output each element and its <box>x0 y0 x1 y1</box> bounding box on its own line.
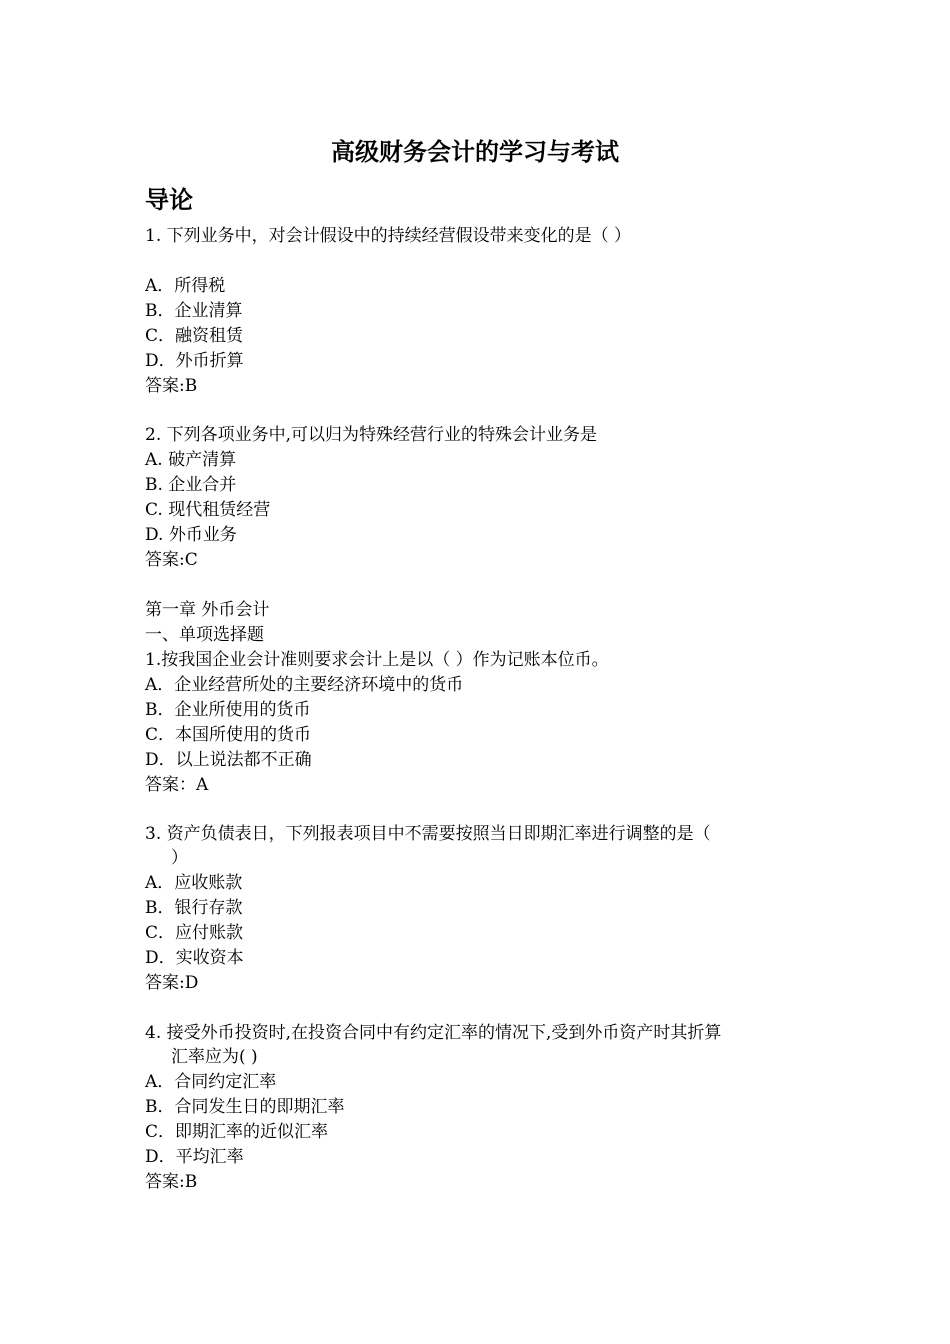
question-option: D．外币折算 <box>145 351 244 371</box>
chapter-title: 第一章 外币会计 <box>145 600 270 620</box>
question-option: B. 企业合并 <box>145 475 237 495</box>
question-option: A．应收账款 <box>145 873 243 893</box>
question-option: C．即期汇率的近似汇率 <box>145 1122 329 1142</box>
question-option: B．合同发生日的即期汇率 <box>145 1097 345 1117</box>
question-option: A．企业经营所处的主要经济环境中的货币 <box>145 675 464 695</box>
question-option: B．银行存款 <box>145 898 243 918</box>
question-option: C．本国所使用的货币 <box>145 725 312 745</box>
question-option: D．以上说法都不正确 <box>145 750 312 770</box>
question-answer: 答案：A <box>145 775 209 795</box>
section-heading-intro: 导论 <box>145 186 193 214</box>
question-option: A．合同约定汇率 <box>145 1072 277 1092</box>
question-stem: 1. 下列业务中，对会计假设中的持续经营假设带来变化的是（ ） <box>145 226 632 246</box>
question-answer: 答案:B <box>145 1172 198 1192</box>
question-option: D. 外币业务 <box>145 525 237 545</box>
question-answer: 答案:B <box>145 376 198 396</box>
document-title: 高级财务会计的学习与考试 <box>331 138 619 166</box>
question-option: B．企业清算 <box>145 301 243 321</box>
question-stem: 3. 资产负债表日，下列报表项目中不需要按照当日即期汇率进行调整的是（ <box>145 824 711 844</box>
question-stem-continuation: 汇率应为( ) <box>171 1047 258 1067</box>
question-option: C．应付账款 <box>145 923 244 943</box>
question-option: A．所得税 <box>145 276 226 296</box>
question-option: B．企业所使用的货币 <box>145 700 311 720</box>
question-answer: 答案:C <box>145 550 198 570</box>
question-answer: 答案:D <box>145 973 199 993</box>
question-option: D．平均汇率 <box>145 1147 244 1167</box>
question-option: D．实收资本 <box>145 948 244 968</box>
question-stem: 4. 接受外币投资时,在投资合同中有约定汇率的情况下,受到外币资产时其折算 <box>145 1023 722 1043</box>
question-stem-continuation: ） <box>171 848 188 868</box>
question-option: C. 现代租赁经营 <box>145 500 271 520</box>
question-stem: 1.按我国企业会计准则要求会计上是以（ ）作为记账本位币。 <box>145 650 609 670</box>
question-stem: 2. 下列各项业务中,可以归为特殊经营行业的特殊会计业务是 <box>145 425 598 445</box>
subsection-title: 一、单项选择题 <box>145 625 264 645</box>
question-option: C．融资租赁 <box>145 326 244 346</box>
question-option: A. 破产清算 <box>145 450 237 470</box>
